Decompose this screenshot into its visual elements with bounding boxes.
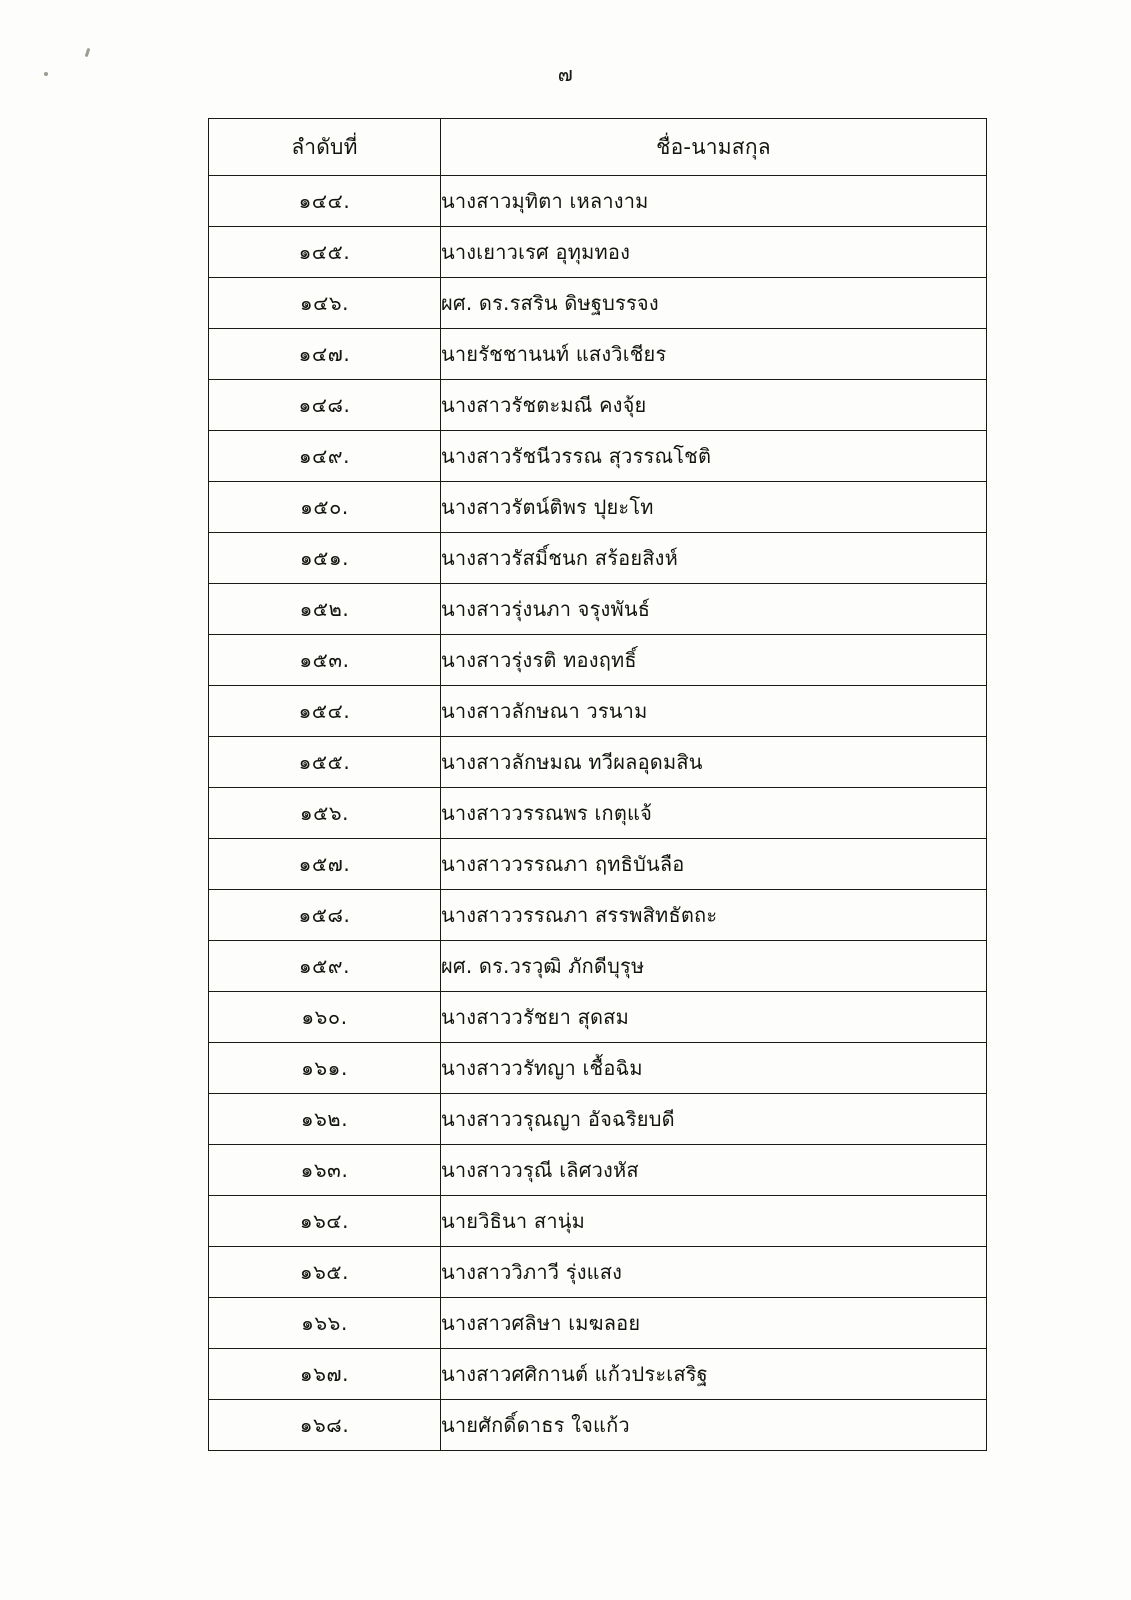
- table-row: [209, 176, 987, 227]
- cell-name: นางสาววรรณภา สรรพสิทธัตถะ: [441, 890, 987, 941]
- table-row: [209, 329, 987, 380]
- column-header-name: ชื่อ-นามสกุล: [441, 119, 987, 176]
- table-row: [209, 227, 987, 278]
- cell-name: นางสาวลักษมณ ทวีผลอุดมสิน: [441, 737, 987, 788]
- cell-order: ๑๕๐.: [209, 482, 441, 533]
- cell-order: ๑๖๓.: [209, 1145, 441, 1196]
- cell-order: ๑๕๙.: [209, 941, 441, 992]
- cell-order: ๑๖๒.: [209, 1094, 441, 1145]
- cell-order: ๑๖๔.: [209, 1196, 441, 1247]
- cell-name: ผศ. ดร.รสริน ดิษฐบรรจง: [441, 278, 987, 329]
- cell-order: ๑๖๗.: [209, 1349, 441, 1400]
- table-row: [209, 584, 987, 635]
- cell-name: นางสาวศศิกานต์ แก้วประเสริฐ: [441, 1349, 987, 1400]
- cell-order: ๑๕๔.: [209, 686, 441, 737]
- table-row: [209, 737, 987, 788]
- table-row: [209, 788, 987, 839]
- cell-name: นางสาววรรณพร เกตุแจ้: [441, 788, 987, 839]
- cell-name: นางสาวรัตน์ติพร ปุยะโท: [441, 482, 987, 533]
- cell-order: ๑๕๓.: [209, 635, 441, 686]
- cell-order: ๑๕๒.: [209, 584, 441, 635]
- table-row: [209, 533, 987, 584]
- table-row: [209, 686, 987, 737]
- cell-order: ๑๔๙.: [209, 431, 441, 482]
- table-row: [209, 482, 987, 533]
- cell-name: นางสาววรัชยา สุดสม: [441, 992, 987, 1043]
- cell-order: ๑๕๑.: [209, 533, 441, 584]
- cell-name: นางสาวมุทิตา เหลางาม: [441, 176, 987, 227]
- table-row: [209, 1094, 987, 1145]
- cell-order: ๑๖๑.: [209, 1043, 441, 1094]
- cell-name: นางสาวรุ่งรติ ทองฤทธิ์: [441, 635, 987, 686]
- roster-table: [208, 118, 987, 1451]
- cell-name: นางสาวลักษณา วรนาม: [441, 686, 987, 737]
- cell-name: ผศ. ดร.วรวุฒิ ภักดีบุรุษ: [441, 941, 987, 992]
- cell-order: ๑๖๖.: [209, 1298, 441, 1349]
- cell-name: นายศักดิ์ดาธร ใจแก้ว: [441, 1400, 987, 1451]
- table-row: [209, 1043, 987, 1094]
- cell-order: ๑๔๔.: [209, 176, 441, 227]
- cell-name: นางสาววิภาวี รุ่งแสง: [441, 1247, 987, 1298]
- cell-order: ๑๕๘.: [209, 890, 441, 941]
- table-row: [209, 941, 987, 992]
- table-row: [209, 1400, 987, 1451]
- cell-order: ๑๕๗.: [209, 839, 441, 890]
- table-row: [209, 890, 987, 941]
- page-number: ๗: [557, 62, 574, 86]
- table-row: [209, 380, 987, 431]
- cell-name: นายรัชชานนท์ แสงวิเชียร: [441, 329, 987, 380]
- table-row: [209, 1349, 987, 1400]
- cell-order: ๑๔๗.: [209, 329, 441, 380]
- cell-order: ๑๖๕.: [209, 1247, 441, 1298]
- cell-name: นางสาวรัสมิ์ชนก สร้อยสิงห์: [441, 533, 987, 584]
- cell-name: นางสาววรุณญา อัจฉริยบดี: [441, 1094, 987, 1145]
- cell-name: นางสาวรัชนีวรรณ สุวรรณโชติ: [441, 431, 987, 482]
- cell-order: ๑๖๘.: [209, 1400, 441, 1451]
- cell-order: ๑๕๖.: [209, 788, 441, 839]
- cell-order: ๑๕๕.: [209, 737, 441, 788]
- cell-name: นางสาววรัทญา เชื้อฉิม: [441, 1043, 987, 1094]
- cell-order: ๑๔๘.: [209, 380, 441, 431]
- table-row: [209, 1247, 987, 1298]
- cell-order: ๑๔๖.: [209, 278, 441, 329]
- cell-order: ๑๔๕.: [209, 227, 441, 278]
- table-row: [209, 278, 987, 329]
- table-row: [209, 1298, 987, 1349]
- table-row: [209, 1145, 987, 1196]
- table-row: [209, 431, 987, 482]
- table-row: [209, 992, 987, 1043]
- cell-name: นางสาวศลิษา เมฆลอย: [441, 1298, 987, 1349]
- column-header-order: ลำดับที่: [209, 119, 441, 176]
- scan-speck: [85, 48, 91, 57]
- cell-name: นางสาววรุณี เลิศวงหัส: [441, 1145, 987, 1196]
- cell-order: ๑๖๐.: [209, 992, 441, 1043]
- cell-name: นายวิธินา สานุ่ม: [441, 1196, 987, 1247]
- table-row: [209, 1196, 987, 1247]
- cell-name: นางสาววรรณภา ฤทธิบันลือ: [441, 839, 987, 890]
- table-row: [209, 635, 987, 686]
- cell-name: นางสาวรุ่งนภา จรุงพันธ์: [441, 584, 987, 635]
- cell-name: นางเยาวเรศ อุทุมทอง: [441, 227, 987, 278]
- table-row: [209, 839, 987, 890]
- table-header-row: [209, 119, 987, 176]
- cell-name: นางสาวรัชตะมณี คงจุ้ย: [441, 380, 987, 431]
